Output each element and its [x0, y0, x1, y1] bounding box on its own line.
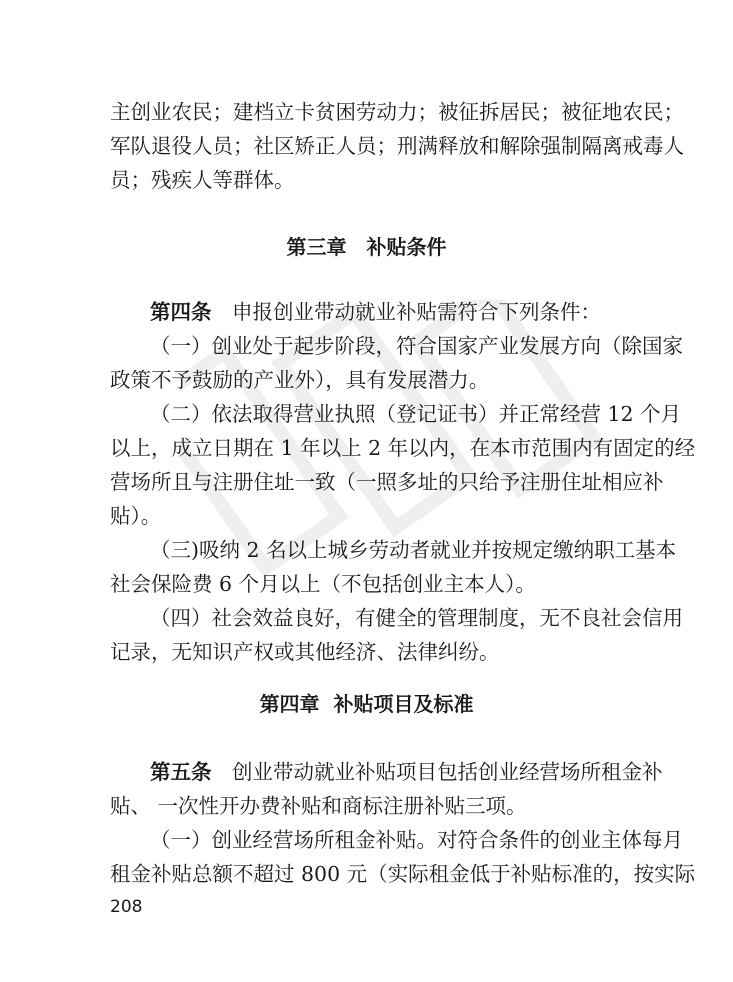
article-5-line-1: 贴、 一次性开办费补贴和商标注册补贴三项。 — [110, 794, 527, 818]
article-4-line-10: 记录，无知识产权或其他经济、法律纠纷。 — [110, 640, 500, 664]
page-number: 208 — [110, 897, 143, 917]
intro-line-1: 主创业农民；建档立卡贫困劳动力；被征拆居民；被征地农民； — [110, 100, 684, 124]
article-4-first-line — [150, 298, 630, 326]
article-4-line-3: （二）依法取得营业执照（登记证书）并正常经营 12 个月 — [150, 402, 682, 426]
intro-line-2: 军队退役人员；社区矫正人员；刑满释放和解除强制隔离戒毒人 — [110, 134, 684, 158]
article-5-line-2: （一）创业经营场所租金补贴。对符合条件的创业主体每月 — [150, 828, 683, 852]
article-5-intro: 创业带动就业补贴项目包括创业经营场所租金补 — [211, 760, 663, 784]
article-4-intro: 申报创业带动就业补贴需符合下列条件： — [211, 300, 601, 324]
chapter-3-title: 第三章 补贴条件 — [286, 235, 447, 259]
chapter-4-title: 第四章 补贴项目及标准 — [259, 692, 474, 716]
article-4-line-6: 贴）。 — [110, 504, 162, 528]
article-5-first-line — [150, 758, 663, 786]
intro-line-3: 员；残疾人等群体。 — [110, 168, 295, 192]
article-4-line-1: （一）创业处于起步阶段，符合国家产业发展方向（除国家 — [150, 334, 683, 358]
article-4-line-8: 社会保险费 6 个月以上（不包括创业主本人）。 — [110, 572, 536, 596]
article-4-line-5: 营场所且与注册住址一致（一照多址的只给予注册住址相应补 — [110, 470, 664, 494]
article-4-line-2: 政策不予鼓励的产业外），具有发展潜力。 — [110, 368, 490, 392]
article-4-line-9: （四）社会效益良好，有健全的管理制度，无不良社会信用 — [150, 606, 683, 630]
article-4-line-7: （三)吸纳 2 名以上城乡劳动者就业并按规定缴纳职工基本 — [150, 538, 677, 562]
article-4-label: 第四条 — [150, 300, 212, 324]
article-5-label: 第五条 — [150, 760, 212, 784]
article-5-line-3: 租金补贴总额不超过 800 元（实际租金低于补贴标准的，按实际 — [110, 862, 696, 886]
article-4-line-4: 以上，成立日期在 1 年以上 2 年以内，在本市范围内有固定的经 — [110, 436, 696, 460]
